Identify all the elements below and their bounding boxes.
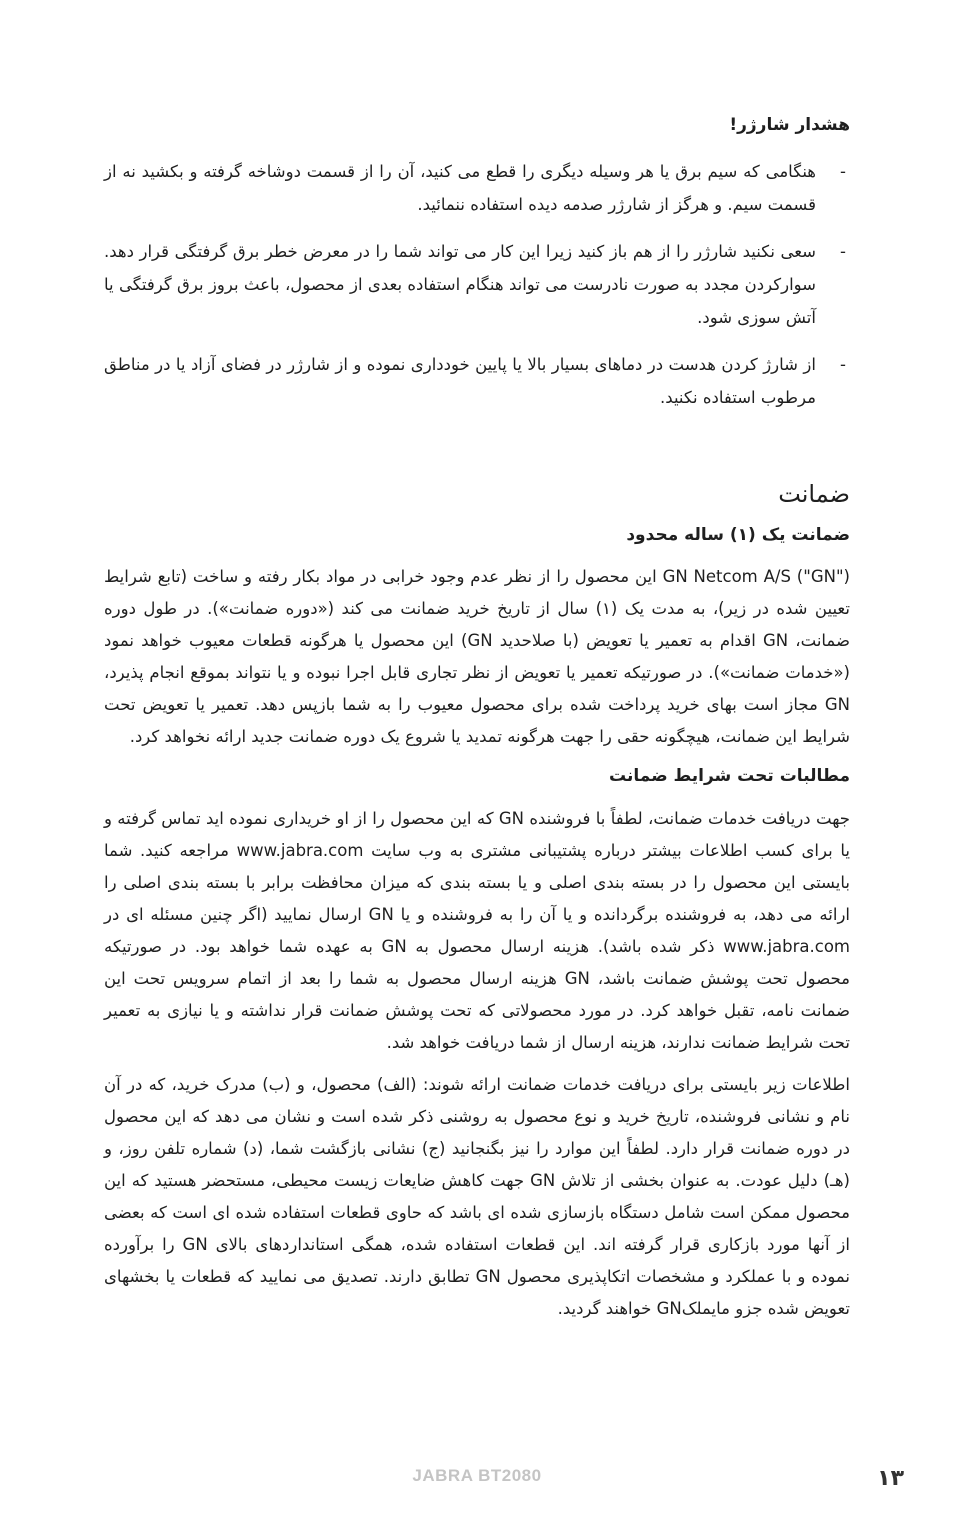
charger-warning-title: هشدار شارژر! [729,115,850,135]
warning-bullet [104,235,850,334]
warning-bullet-text: سعی نکنید شارژر را از هم باز کنید زیرا این کار می تواند شما را در معرض خطر برق گرفتگی قرار دهد. سوارکردن مجدد به صورت نادرست می تواند هنگام استفاده بعدی از محصول، باعث بروز برق گرفتگی یا آتش سوزی شود. [104,242,816,328]
footer-product-name: JABRA BT2080 [412,1466,542,1485]
warning-bullet [104,155,850,221]
manual-page [104,112,850,1335]
limited-warranty-title: ضمانت یک (۱) ساله محدود [626,525,850,546]
limited-warranty-paragraph: GN Netcom A/S ("GN") این محصول را از نظر عدم وجود خرابی در مواد بکار رفته و ساخت (تابع شرایط تعیین شده در زیر)، به مدت یک (۱) سال از تاریخ خرید ضمانت می کند («دوره ضمانت»). در طول دوره ضمانت، GN اقدام به تعمیر یا تعویض (با صلاحدید GN) این محصول یا هرگونه قطعات معیوب خواهد نمود («خدمات ضمانت»). در صورتیکه تعمیر یا تعویض از نظر تجاری قابل اجرا نبوده و یا نتواند بموقع انجام پذیرد، GN مجاز است بهای خرید پرداخت شده برای محصول معیوب را به شما بازپس دهد. تعمیر یا تعویض تحت شرایط این ضمانت، هیچگونه حقی را جهت هرگونه تمدید یا شروع یک دوره ضمانت جدید ارائه نخواهد کرد. [104,567,850,747]
warranty-claims-paragraph-1: جهت دریافت خدمات ضمانت، لطفاً با فروشنده GN که این محصول را از او خریداری نموده اید تماس گرفته و یا برای کسب اطلاعات بیشتر درباره پشتیبانی مشتری به وب سایت www.jabra.com مراجعه کنید. شما بایستی این محصول را در بسته بندی اصلی و یا بسته بندی که میزان محافظت برابر با بسته بندی اصلی را ارائه می دهد، به فروشنده برگردانده و یا آن را به فروشنده و یا GN ارسال نمایید (اگر چنین مسئله ای در www.jabra.com ذکر شده باشد). هزینه ارسال محصول به GN به عهده شما خواهد بود. در صورتیکه محصول تحت پوشش ضمانت باشد، GN هزینه ارسال محصول به شما را بعد از اتمام سرویس تحت این ضمانت نامه، تقبل خواهد کرد. در مورد محصولاتی که تحت پوشش ضمانت قرار نداشته و یا نیازی به تعمیر تحت شرایط ضمانت ندارند، هزینه ارسال از شما دریافت خواهد شد. [104,808,850,1052]
bullet-dash: - [840,242,846,262]
warning-bullet-text: هنگامی که سیم برق یا هر وسیله دیگری را قطع می کنید، آن را از قسمت دوشاخه گرفته و بکشید نه از قسمت سیم. و هرگز از شارژر صدمه دیده استفاده ننمائید. [104,162,816,215]
warranty-claims-title: مطالبات تحت شرایط ضمانت [609,766,850,787]
warranty-section-title: ضمانت [778,480,850,509]
warning-bullet-text: از شارژ کردن هدست در دماهای بسیار بالا یا پایین خودداری نموده و از شارژر در فضای آزاد یا در مناطق مرطوب استفاده نکنید. [104,355,816,408]
warning-bullet [104,348,850,414]
page-number: ۱۳ [877,1466,904,1491]
warranty-claims-paragraph-2: اطلاعات زیر بایستی برای دریافت خدمات ضمانت ارائه شوند: (الف) محصول، و (ب) مدرک خرید، که در آن نام و نشانی فروشنده، تاریخ خرید و نوع محصول به روشنی ذکر شده است و نشان می دهد که این محصول در دوره ضمانت قرار دارد. لطفاً این موارد را نیز بگنجانید (ج) نشانی بازگشت شما، (د) شماره تلفن روز، و (هـ) دلیل عودت. به عنوان بخشی از تلاش GN جهت کاهش ضایعات زیست محیطی، مستحضر هستید که این محصول ممکن است شامل دستگاه بازسازی شده ای باشد که حاوی قطعات استفاده شده ای است که بعضی از آنها مورد بازکاری قرار گرفته اند. این قطعات استفاده شده، همگی استانداردهای بالای GN را برآورده نموده و با عملکرد و مشخصات اتکاپذیری محصول GN تطابق دارند. تصدیق می نمایید که قطعات یا بخشهای تعویض شده جزو مایملکGN خواهند گردید. [104,1074,851,1318]
bullet-dash: - [840,162,846,182]
charger-warning-list [104,155,850,414]
bullet-dash: - [840,355,846,375]
